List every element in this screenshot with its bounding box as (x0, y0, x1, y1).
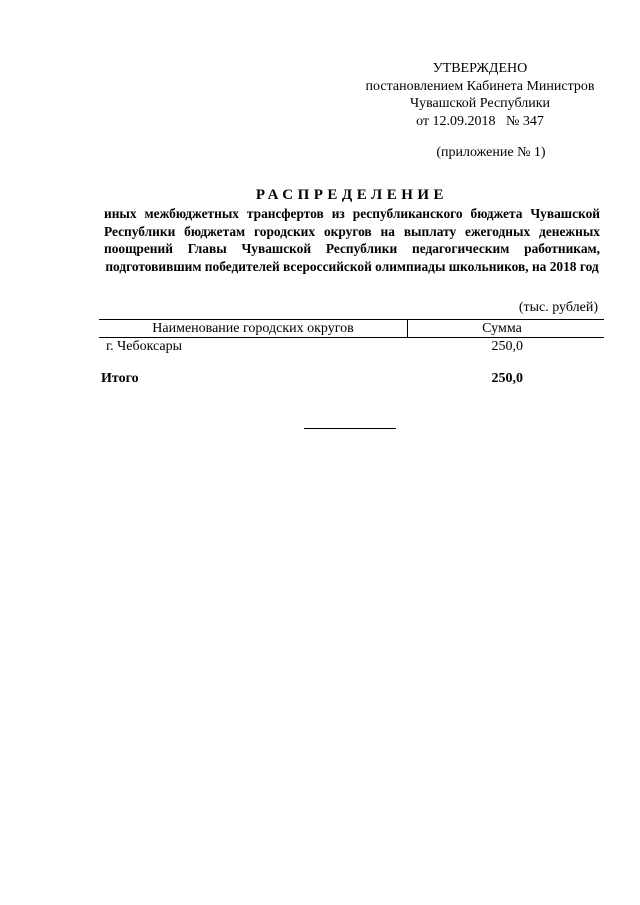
table-header (99, 319, 604, 338)
spacer (345, 130, 615, 144)
document-title: РАСПРЕДЕЛЕНИЕ (255, 187, 449, 203)
approval-issuer: постановлением Кабинета Министров (365, 78, 595, 94)
header-districts: Наименование городских округов (99, 320, 408, 337)
approval-republic: Чувашской Республики (409, 96, 551, 111)
approval-date-number: от 12.09.2018 № 347 (416, 113, 544, 129)
document-title-block (104, 186, 600, 275)
table-row (99, 338, 604, 355)
distribution-table (99, 319, 604, 387)
table-total-row (99, 370, 604, 387)
end-divider (304, 428, 396, 429)
approval-stamp (345, 60, 615, 162)
document-subtitle: иных межбюджетных трансфертов из республиканского бюджета Чувашской Республики бюджетам городских округов на выплату ежегодных денежных поощрений Главы Чувашской Республики педагогическим работникам, подготовившим победителей всероссийской олимпиады школьников, на 2018 год (104, 206, 600, 274)
total-label: Итого (101, 371, 139, 386)
units-label: (тыс. рублей) (518, 300, 598, 315)
approval-heading: УТВЕРЖДЕНО (432, 61, 528, 76)
row-amount: 250,0 (491, 339, 523, 354)
total-amount: 250,0 (491, 371, 523, 386)
header-amount: Сумма (482, 321, 522, 336)
row-district-name: г. Чебоксары (106, 339, 183, 354)
appendix-label: (приложение № 1) (436, 145, 546, 160)
